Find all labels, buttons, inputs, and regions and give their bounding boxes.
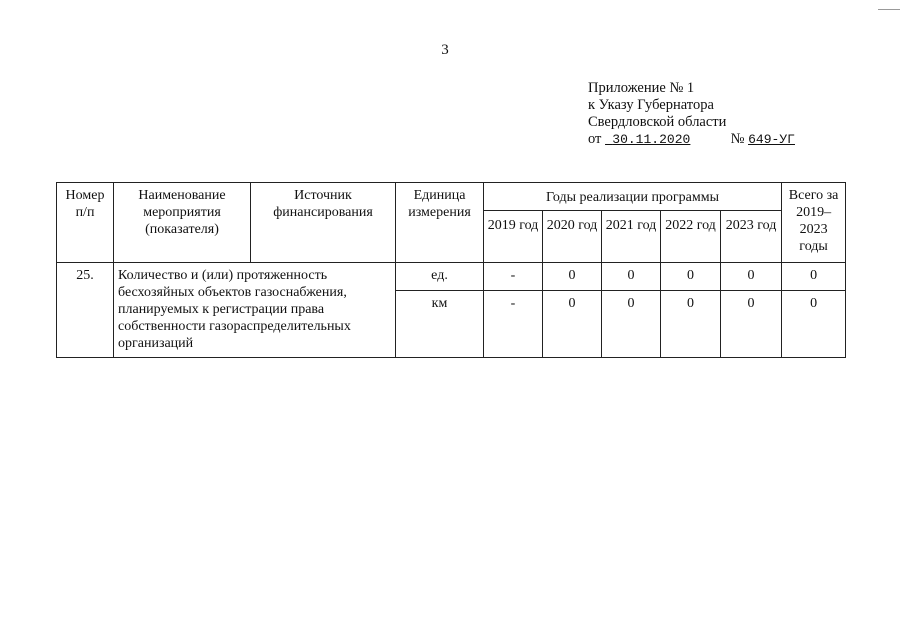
header-year-2021: 2021 год — [602, 211, 661, 263]
appendix-header — [588, 80, 830, 148]
cell-2019-1: - — [484, 263, 543, 291]
appendix-date-line — [588, 131, 830, 148]
date-prefix: от — [588, 131, 602, 147]
cell-total-2: 0 — [782, 291, 846, 358]
header-year-2019: 2019 год — [484, 211, 543, 263]
cell-2023-2: 0 — [721, 291, 782, 358]
row-unit-1: ед. — [396, 263, 484, 291]
row-description: Количество и (или) протяженность бесхозяйных объектов газоснабжения, планируемых к регистрации права собственности газораспределительных организаций — [114, 263, 396, 358]
appendix-region: Свердловской области — [588, 114, 727, 130]
header-unit: Единица измерения — [396, 183, 484, 263]
decree-number: 649-УГ — [748, 132, 795, 147]
cell-2019-2: - — [484, 291, 543, 358]
date-fill — [605, 131, 727, 148]
cell-2021-2: 0 — [602, 291, 661, 358]
header-row-1 — [57, 183, 846, 211]
table-row — [57, 263, 846, 291]
header-year-2020: 2020 год — [543, 211, 602, 263]
row-unit-2: км — [396, 291, 484, 358]
page-number: 3 — [441, 42, 449, 58]
header-years-group: Годы реализации программы — [484, 183, 782, 211]
cell-2021-1: 0 — [602, 263, 661, 291]
header-source: Источник финансирования — [251, 183, 396, 263]
row-num: 25. — [57, 263, 114, 358]
cell-total-1: 0 — [782, 263, 846, 291]
number-prefix: № — [730, 131, 745, 147]
scan-mark-top-right — [878, 9, 900, 10]
decree-date: 30.11.2020 — [612, 132, 691, 147]
appendix-decree: к Указу Губернатора — [588, 97, 714, 113]
appendix-title: Приложение № 1 — [588, 80, 695, 96]
cell-2020-2: 0 — [543, 291, 602, 358]
cell-2023-1: 0 — [721, 263, 782, 291]
program-table — [56, 182, 846, 358]
header-num: Номер п/п — [57, 183, 114, 263]
header-total: Всего за 2019–2023 годы — [782, 183, 846, 263]
cell-2022-2: 0 — [661, 291, 721, 358]
cell-2022-1: 0 — [661, 263, 721, 291]
number-fill — [748, 131, 830, 148]
header-name: Наименование мероприятия (показателя) — [114, 183, 251, 263]
header-year-2022: 2022 год — [661, 211, 721, 263]
header-year-2023: 2023 год — [721, 211, 782, 263]
cell-2020-1: 0 — [543, 263, 602, 291]
